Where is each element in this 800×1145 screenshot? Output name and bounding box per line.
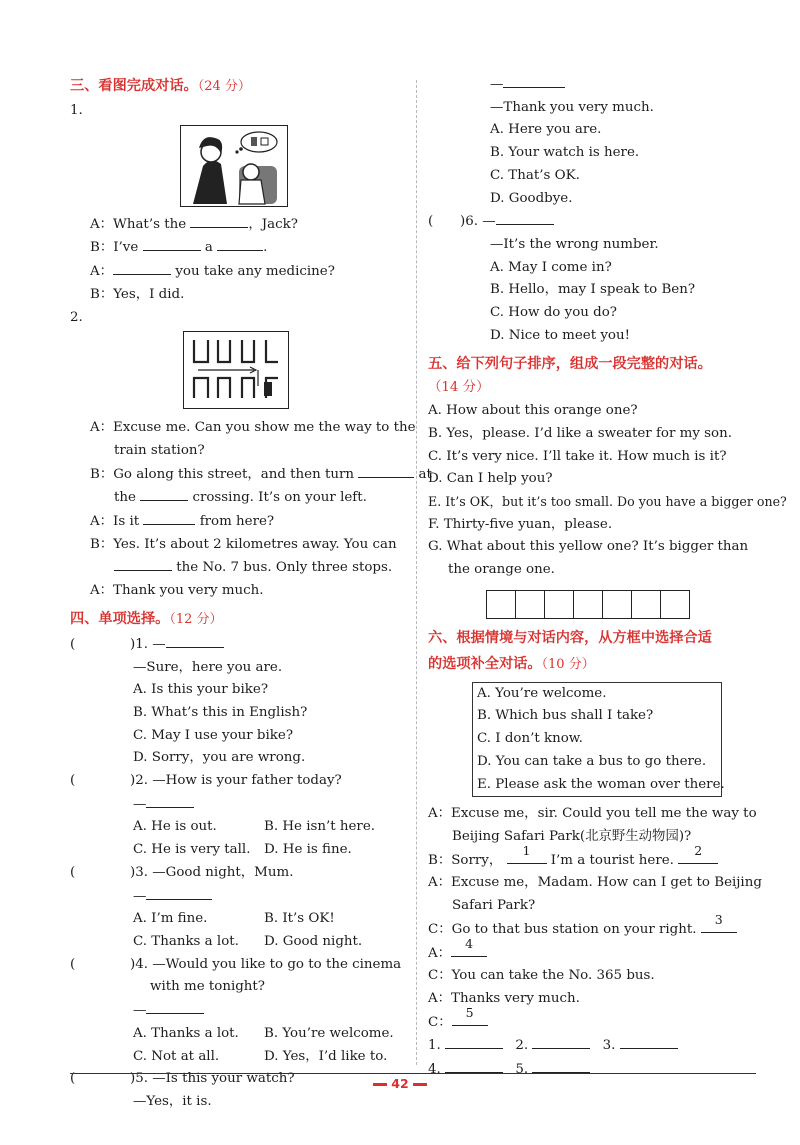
s6-dialog-2: B：Sorry， 1 I’m a tourist here. 2 [428,849,763,873]
mc-q3-option-a[interactable]: A. I’m fine. [133,911,208,927]
mc-q1-reply: —Sure，here you are. [133,659,283,675]
mc-q6-reply: —It’s the wrong number. [490,236,659,252]
blank[interactable]: 4 [451,942,487,957]
mc-q2: ( )2. —How is your father today? [70,773,342,789]
answer-field-1[interactable] [445,1034,503,1049]
section6-points: （10 分） [541,656,595,672]
section6-title-2: 的选项补全对话。 [428,655,542,672]
blank[interactable] [146,885,212,900]
right-column [428,73,787,1082]
s6-dialog-1b: Beijing Safari Park(北京野生动物园)? [452,828,692,844]
mc-q4-options-cd [70,1046,410,1069]
mc-q3-option-d[interactable]: D. Good night. [264,933,363,949]
mc-q2-answer-line: — [70,793,410,817]
q2-number: 2. [70,309,83,325]
s6-dialog-1: A：Excuse me，sir. Could you tell me the way to [428,806,757,822]
order-box[interactable] [486,590,515,619]
order-box[interactable] [544,590,573,619]
section4-heading [70,606,410,633]
section5-heading [428,351,763,377]
mc-q5-option-d[interactable]: D. Goodbye. [490,190,573,206]
mc-q4-cont: with me tonight? [150,979,265,995]
street-map-illustration [183,331,289,409]
mc-q1: ( )1. — [70,633,410,657]
answer-field-2[interactable] [532,1034,590,1049]
mc-q4: ( )4. —Would you like to go to the cinema [70,956,402,972]
section4-points: （12 分） [169,611,223,627]
s6-dialog-3: A：Excuse me，Madam. How can I get to Beijing [428,875,762,891]
section6-heading-2 [428,651,763,678]
mc-q2-option-b[interactable]: B. He isn’t here. [264,819,376,835]
mc-q4-option-b[interactable]: B. You’re welcome. [264,1025,394,1041]
mc-q4-option-a[interactable]: A. Thanks a lot. [133,1025,239,1041]
mc-q4-options-ab [70,1023,410,1046]
blank[interactable]: 2 [678,849,718,864]
blank[interactable] [190,213,248,228]
q2-line-a2: A：Is it from here? [70,510,410,534]
blank[interactable] [146,999,204,1014]
mc-q5-option-c[interactable]: C. That’s OK. [490,167,580,183]
order-box[interactable] [602,590,631,619]
s5-line-f: F. Thirty-five yuan，please. [428,516,613,532]
blank[interactable] [358,463,414,478]
order-box[interactable] [573,590,602,619]
mc-q6: ( )6. — [428,210,763,234]
section6-title: 六、根据情境与对话内容，从方框中选择合适 [428,629,712,646]
mc-q1-option-a[interactable]: A. Is this your bike? [133,682,268,698]
s5-line-a: A. How about this orange one? [428,403,638,419]
q2-line-b1c: the crossing. It’s on your left. [70,486,410,510]
mother-child-illustration [180,125,288,207]
q2-line-b1: B：Go along this street，and then turn at [70,463,410,487]
q1-line-a2: A： you take any medicine? [70,260,410,284]
option-b: B. Which bus shall I take? [477,708,654,724]
options-box [472,682,725,798]
mc-q3-option-c[interactable]: C. Thanks a lot. [133,933,239,949]
mc-q1-option-d[interactable]: D. Sorry，you are wrong. [133,750,306,766]
q1-line-a1: A：What’s the ，Jack? [70,213,410,237]
mc-q2-option-d[interactable]: D. He is fine. [264,842,352,858]
mc-q2-options-cd [70,839,410,862]
s6-dialog-7: A：Thanks very much. [428,990,580,1006]
order-box[interactable] [515,590,544,619]
blank[interactable] [114,556,172,571]
option-c: C. I don’t know. [477,731,583,747]
mc-q5-option-b[interactable]: B. Your watch is here. [490,145,640,161]
answer-field-3[interactable] [620,1034,678,1049]
section3-points: （24 分） [197,79,251,94]
order-box[interactable] [660,590,690,619]
blank[interactable] [146,793,194,808]
s6-dialog-4: C：Go to that bus station on your right. 3 [428,918,763,942]
order-answer-boxes [486,590,763,619]
mc-q6-option-d[interactable]: D. Nice to meet you! [490,327,630,343]
section6-heading [428,625,763,651]
blank[interactable] [140,486,188,501]
answer-field-5[interactable] [532,1058,590,1073]
mc-q5-reply: —Yes，it is. [133,1093,212,1109]
mc-q4-answer-line: — [70,999,410,1023]
section5-title: 五、给下列句子排序，组成一段完整的对话。 [428,356,712,373]
q2-line-b2: B：Yes. It’s about 2 kilometres away. You can [90,536,397,552]
q1-line-b2: B：Yes，I did. [90,286,185,302]
blank[interactable] [166,633,224,648]
s5-line-g2: the orange one. [448,562,555,578]
blank[interactable] [503,73,565,88]
q2-line-a1b: train station? [114,442,205,458]
mc-q2-options-ab [70,816,410,839]
section4-title: 四、单项选择。 [70,610,170,627]
s6-dialog-3b: Safari Park? [452,898,536,914]
mc-q3-options-ab [70,908,410,931]
option-d: D. You can take a bus to go there. [477,753,707,769]
blank[interactable] [143,510,195,525]
mc-q3: ( )3. —Good night，Mum. [70,864,294,880]
answer-field-4[interactable] [445,1058,503,1073]
mc-q4-option-c[interactable]: C. Not at all. [133,1048,220,1064]
blank[interactable]: 5 [452,1011,488,1026]
s6-dialog-5: A： 4 [428,942,763,966]
mc-q2-option-c[interactable]: C. He is very tall. [133,842,251,858]
left-column [70,73,432,1114]
blank[interactable]: 1 [507,849,547,864]
mc-q4-option-d[interactable]: D. Yes，I’d like to. [264,1048,388,1064]
blank[interactable] [496,210,554,225]
mc-q6-option-b[interactable]: B. Hello，may I speak to Ben? [490,282,696,298]
s5-line-g: G. What about this yellow one? It’s bigger than [428,539,749,555]
q1-number: 1. [70,103,83,118]
mc-q5-reply2: —Thank you very much. [490,99,654,115]
option-a: A. You’re welcome. [477,685,607,701]
s6-answers-row1: 1. 2. 3. [428,1034,763,1058]
order-box[interactable] [631,590,660,619]
s5-line-e: E. It’s OK，but it’s too small. Do you have a bigger one? [428,493,787,509]
s6-dialog-8: C： 5 [428,1011,763,1035]
mc-q1-option-c[interactable]: C. May I use your bike? [133,727,294,743]
mc-q3-options-cd [70,931,410,954]
blank[interactable] [143,236,201,251]
mc-q3-option-b[interactable]: B. It’s OK! [264,911,335,927]
mc-q6-option-c[interactable]: C. How do you do? [490,305,617,321]
s6-answers-row2: 4. 5. [428,1058,763,1082]
q2-line-b2b: the No. 7 bus. Only three stops. [70,556,410,580]
footer-rule [70,1073,756,1074]
blank[interactable] [217,236,263,251]
section5-points: （14 分） [428,380,490,396]
q1-line-b1: B：I’ve a . [70,236,410,260]
section3-title: 三、看图完成对话。 [70,78,198,94]
mc-q6-option-a[interactable]: A. May I come in? [490,259,612,275]
s5-line-b: B. Yes，please. I’d like a sweater for my son. [428,425,732,441]
mc-q3-answer-line: — [70,885,410,909]
q2-line-a3: A：Thank you very much. [90,583,264,599]
section3-heading [70,73,410,100]
s5-line-c: C. It’s very nice. I’ll take it. How much is it? [428,448,727,464]
mc-q5-answer-line: — [428,73,763,97]
s5-line-d: D. Can I help you? [428,471,553,487]
s6-dialog-6: C：You can take the No. 365 bus. [428,968,655,984]
column-divider [416,80,417,1065]
mc-q5-option-a[interactable]: A. Here you are. [490,122,602,138]
mc-q2-option-a[interactable]: A. He is out. [133,819,217,835]
q2-line-a1: A：Excuse me. Can you show me the way to the [90,420,416,436]
option-e: E. Please ask the woman over there. [477,776,725,792]
page-number: 42 [0,1076,800,1091]
blank[interactable] [113,260,171,275]
mc-q1-option-b[interactable]: B. What’s this in English? [133,704,308,720]
blank[interactable]: 3 [701,918,737,933]
mc-q5: ( )5. —Is this your watch? [70,1071,295,1087]
